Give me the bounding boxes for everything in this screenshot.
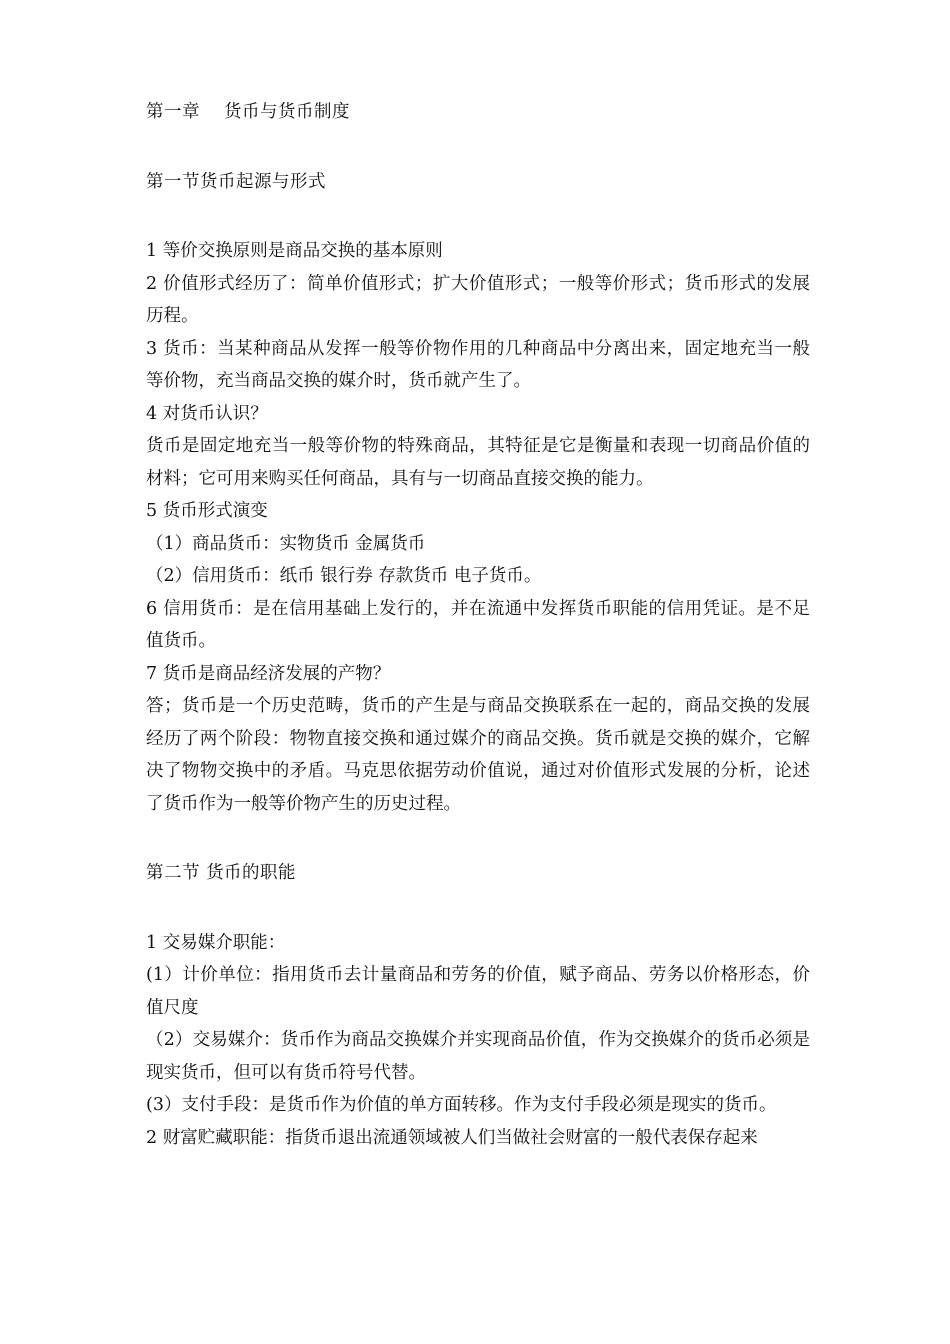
paragraph: 7 货币是商品经济发展的产物？ [146, 663, 391, 684]
paragraph: （2）信用货币：纸币 银行券 存款货币 电子货币。 [146, 566, 542, 586]
paragraph: 1 等价交换原则是商品交换的基本原则 [146, 241, 443, 261]
paragraph: 2 价值形式经历了：简单价值形式；扩大价值形式；一般等价形式；货币形式的发展历程。 [146, 273, 810, 326]
section-1-title: 第一节货币起源与形式 [146, 171, 326, 192]
paragraph: 货币是固定地充当一般等价物的特殊商品，其特征是它是衡量和表现一切商品价值的材料；它可用来购买任何商品，具有与一切商品直接交换的能力。 [146, 436, 810, 489]
paragraph: （1）商品货币：实物货币 金属货币 [146, 533, 426, 554]
paragraph: 2 财富贮藏职能：指货币退出流通领域被人们当做社会财富的一般代表保存起来 [146, 1127, 758, 1148]
paragraph: 1 交易媒介职能： [146, 932, 286, 953]
paragraph: 答；货币是一个历史范畴，货币的产生是与商品交换联系在一起的，商品交换的发展经历了两个阶段：物物直接交换和通过媒介的商品交换。货币就是交换的媒介，它解决了物物交换中的矛盾。马克思依据劳动价值说，通过对价值形式发展的分析，论述了货币作为一般等价物产生的历史过程。 [146, 696, 810, 814]
paragraph: （2）交易媒介：货币作为商品交换媒介并实现商品价值，作为交换媒介的货币必须是现实货币，但可以有货币符号代替。 [146, 1030, 810, 1083]
paragraph: 6 信用货币：是在信用基础上发行的，并在流通中发挥货币职能的信用凭证。是不足值货币。 [146, 598, 810, 651]
text-column [146, 96, 810, 1154]
paragraph: 3 货币：当某种商品从发挥一般等价物作用的几种商品中分离出来，固定地充当一般等价物，充当商品交换的媒介时，货币就产生了。 [146, 338, 810, 391]
paragraph: 5 货币形式演变 [146, 501, 268, 521]
paragraph: 4 对货币认识？ [146, 403, 268, 424]
paragraph: (3）支付手段：是货币作为价值的单方面转移。作为支付手段必须是现实的货币。 [146, 1095, 777, 1115]
chapter-title: 第一章 货币与货币制度 [146, 102, 351, 122]
paragraph: (1）计价单位：指用货币去计量商品和劳务的价值，赋予商品、劳务以价格形态，价值尺度 [146, 965, 810, 1018]
section-2-title: 第二节 货币的职能 [146, 863, 297, 883]
